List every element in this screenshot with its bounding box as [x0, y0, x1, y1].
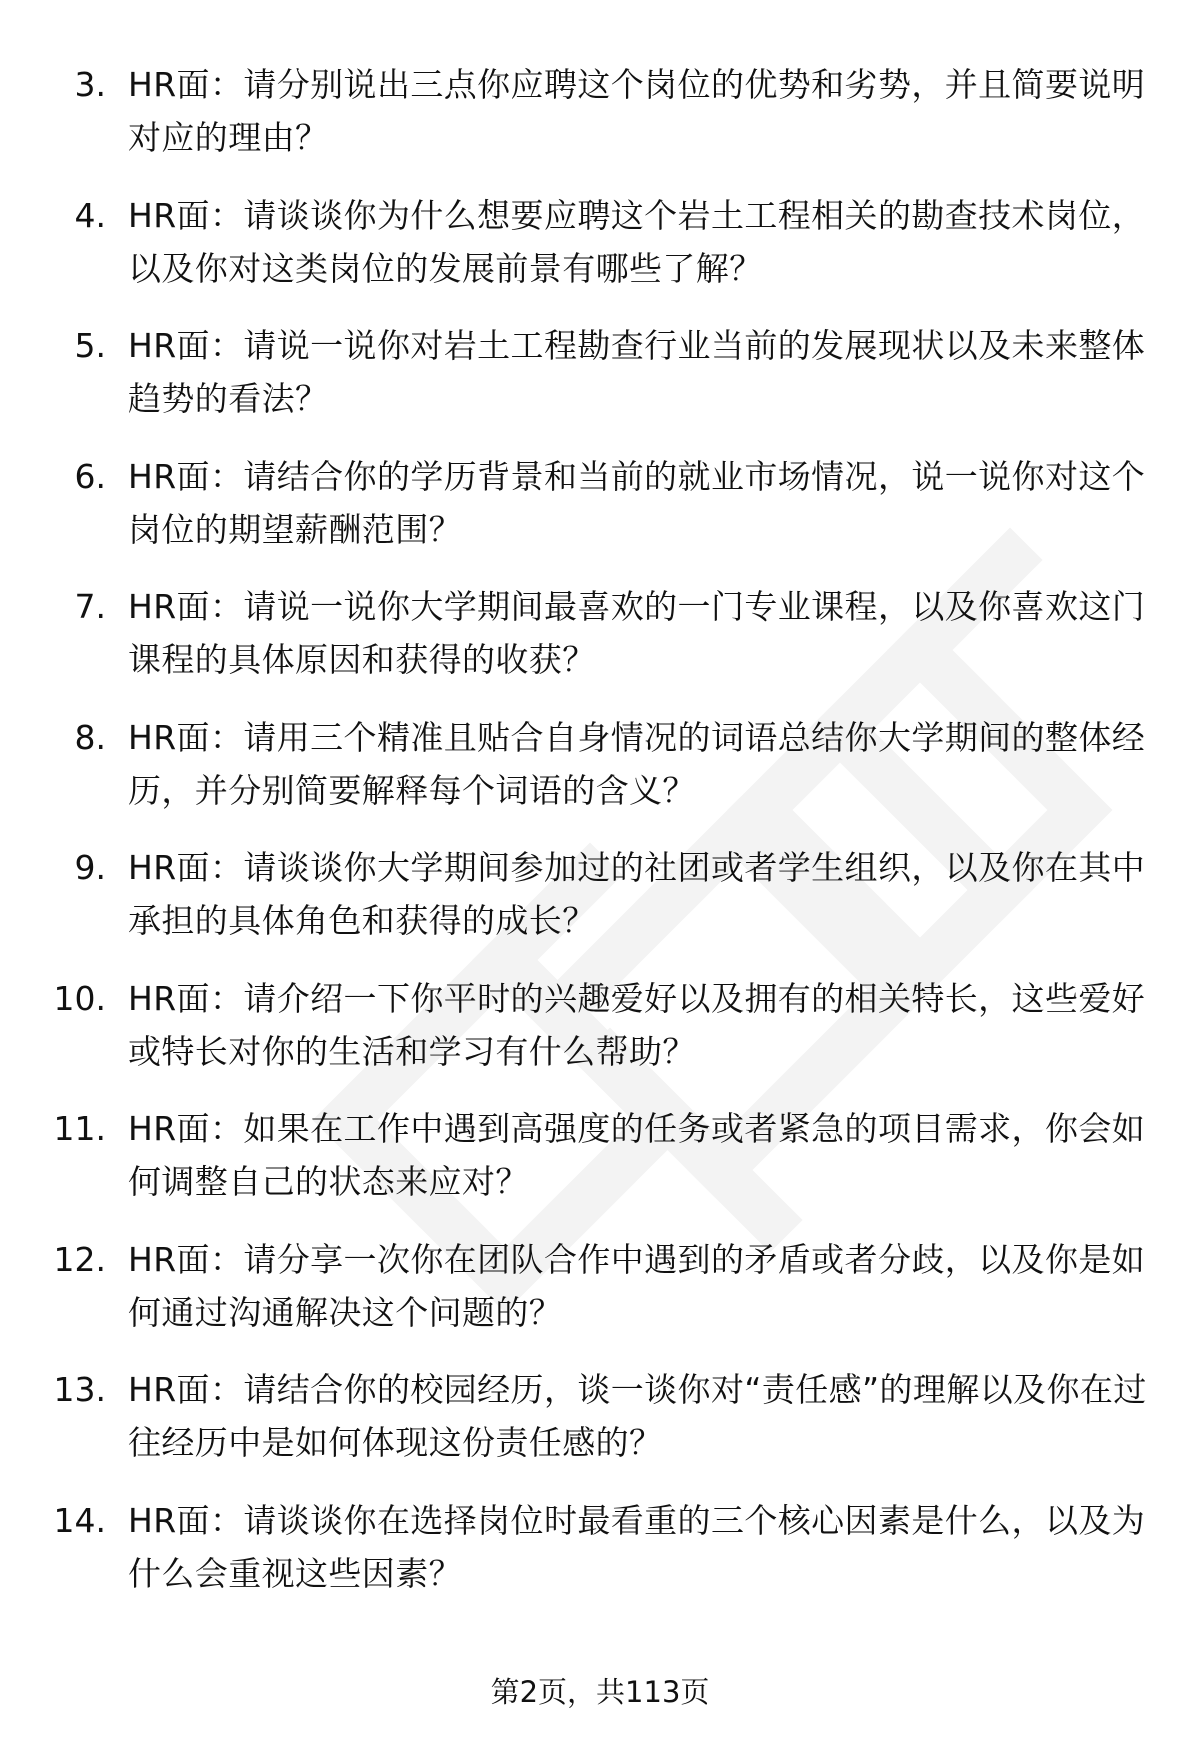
question-item: [0, 711, 1200, 842]
question-item: [0, 319, 1200, 450]
question-item: [0, 450, 1200, 581]
question-item: [0, 972, 1200, 1103]
question-item: [0, 58, 1200, 189]
question-number: 14.: [53, 1500, 106, 1540]
question-item: [0, 1494, 1200, 1625]
question-item: [0, 841, 1200, 972]
question-number: 8.: [74, 717, 106, 757]
question-item: [0, 580, 1200, 711]
question-item: [0, 1102, 1200, 1233]
question-text: HR面：请分享一次你在团队合作中遇到的矛盾或者分歧，以及你是如何通过沟通解决这个问题的？: [128, 1239, 1146, 1332]
question-text: HR面：请结合你的校园经历，谈一谈你对“责任感”的理解以及你在过往经历中是如何体现这份责任感的？: [128, 1370, 1147, 1462]
question-text: HR面：请谈谈你在选择岗位时最看重的三个核心因素是什么，以及为什么会重视这些因素？: [128, 1500, 1146, 1593]
question-text: HR面：如果在工作中遇到高强度的任务或者紧急的项目需求，你会如何调整自己的状态来应对？: [128, 1109, 1146, 1201]
question-number: 5.: [74, 326, 106, 365]
question-item: [0, 189, 1200, 320]
question-text: HR面：请谈谈你为什么想要应聘这个岩土工程相关的勘查技术岗位，以及你对这类岗位的发展前景有哪些了解？: [128, 195, 1146, 288]
question-text: HR面：请用三个精准且贴合自身情况的词语总结你大学期间的整体经历，并分别简要解释每个词语的含义？: [128, 717, 1146, 810]
question-text: HR面：请分别说出三点你应聘这个岗位的优势和劣势，并且简要说明对应的理由？: [128, 65, 1146, 157]
question-number: 9.: [74, 848, 106, 887]
question-number: 4.: [74, 195, 106, 235]
question-list: [0, 58, 1200, 1624]
question-number: 13.: [53, 1370, 106, 1409]
question-text: HR面：请谈谈你大学期间参加过的社团或者学生组织，以及你在其中承担的具体角色和获得的成长？: [128, 848, 1146, 940]
question-number: 7.: [74, 587, 106, 626]
question-text: HR面：请说一说你对岩土工程勘查行业当前的发展现状以及未来整体趋势的看法？: [128, 326, 1146, 418]
question-number: 11.: [53, 1109, 106, 1148]
question-text: HR面：请说一说你大学期间最喜欢的一门专业课程，以及你喜欢这门课程的具体原因和获得的收获？: [128, 587, 1146, 679]
question-number: 3.: [74, 65, 106, 104]
question-item: [0, 1233, 1200, 1364]
question-item: [0, 1363, 1200, 1494]
question-text: HR面：请介绍一下你平时的兴趣爱好以及拥有的相关特长，这些爱好或特长对你的生活和学习有什么帮助？: [128, 978, 1146, 1071]
question-number: 10.: [53, 978, 106, 1018]
question-number: 12.: [53, 1239, 106, 1279]
page-footer: 第2页，共113页: [490, 1675, 710, 1709]
question-text: HR面：请结合你的学历背景和当前的就业市场情况，说一说你对这个岗位的期望薪酬范围？: [128, 456, 1146, 549]
question-number: 6.: [74, 456, 106, 496]
